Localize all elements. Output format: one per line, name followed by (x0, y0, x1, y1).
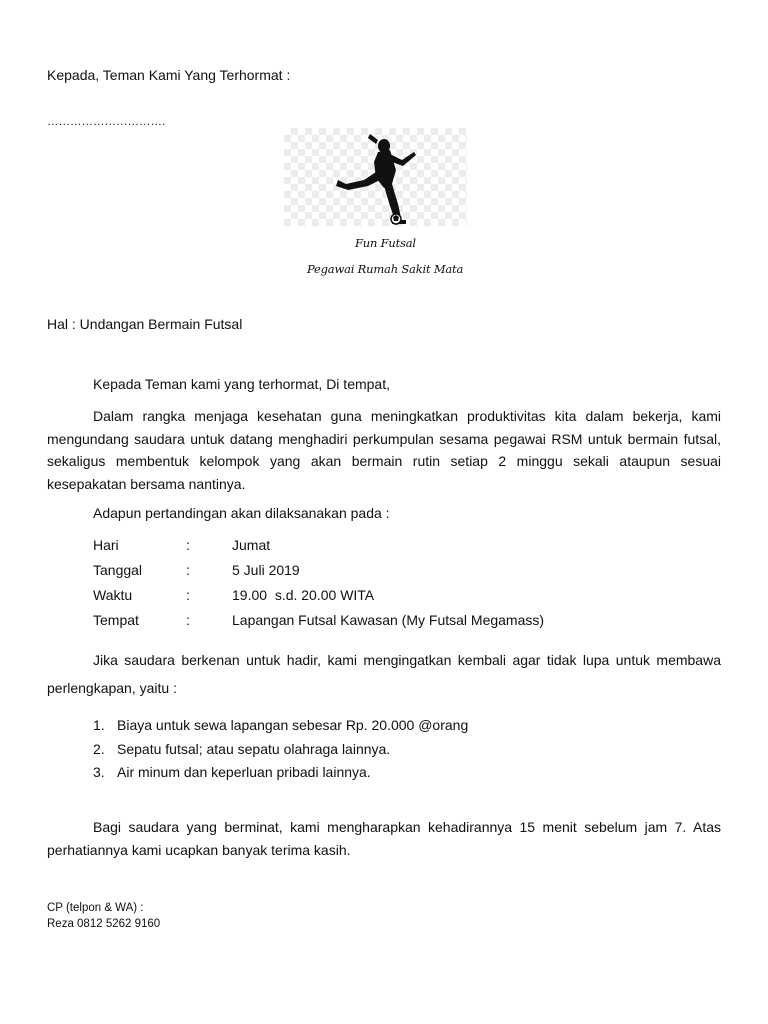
schedule-separator: : (186, 612, 190, 628)
schedule-value: 5 Juli 2019 (232, 562, 300, 578)
recipient-name-placeholder: …………………………. (47, 116, 166, 128)
contact-person: Reza 0812 5262 9160 (47, 918, 161, 930)
schedule-label: Waktu (93, 587, 133, 603)
schedule-separator: : (186, 562, 190, 578)
schedule-separator: : (186, 537, 190, 553)
list-number: 2. (93, 741, 105, 757)
contact-label: CP (telpon & WA) : (47, 902, 144, 914)
schedule-label: Tempat (93, 612, 139, 628)
list-text: Air minum dan keperluan pribadi lainnya. (117, 764, 371, 780)
organizer-name: Pegawai Rumah Sakit Mata (307, 262, 464, 276)
list-text: Biaya untuk sewa lapangan sebesar Rp. 20.000 @orang (117, 717, 469, 733)
body-paragraph-1: Dalam rangka menjaga kesehatan guna meningkatkan produktivitas kita dalam bekerja, kami mengundang saudara untuk datang menghadiri perkumpulan sesama pegawai RSM untuk bermain futsal, sekaligus membentuk kelompok yang akan bermain rutin setiap 2 minggu sekali ataupun sesuai kesepakatan bersama nantinya. (47, 408, 721, 492)
subject-line: Hal : Undangan Bermain Futsal (47, 316, 243, 332)
schedule-label: Tanggal (93, 562, 143, 578)
event-title: Fun Futsal (355, 236, 416, 250)
closing-paragraph: Bagi saudara yang berminat, kami mengharapkan kehadirannya 15 menit sebelum jam 7. Atas perhatiannya kami ucapkan banyak terima kasih. (47, 819, 721, 858)
schedule-value: Jumat (232, 537, 271, 553)
list-number: 3. (93, 764, 105, 780)
schedule-value: Lapangan Futsal Kawasan (My Futsal Megamass) (232, 612, 545, 628)
list-text: Sepatu futsal; atau sepatu olahraga lainnya. (117, 741, 391, 757)
schedule-label: Hari (93, 537, 119, 553)
list-number: 1. (93, 717, 105, 733)
equipment-intro-continued: perlengkapan, yaitu : (47, 680, 177, 696)
body-greeting: Kepada Teman kami yang terhormat, Di tempat, (93, 376, 391, 392)
schedule-value: 19.00 s.d. 20.00 WITA (232, 587, 375, 603)
soccer-player-icon (326, 128, 422, 226)
schedule-separator: : (186, 587, 190, 603)
recipient-salutation: Kepada, Teman Kami Yang Terhormat : (47, 67, 291, 83)
equipment-intro: Jika saudara berkenan untuk hadir, kami mengingatkan kembali agar tidak lupa untuk membawa (93, 652, 721, 668)
schedule-intro: Adapun pertandingan akan dilaksanakan pada : (93, 505, 390, 521)
